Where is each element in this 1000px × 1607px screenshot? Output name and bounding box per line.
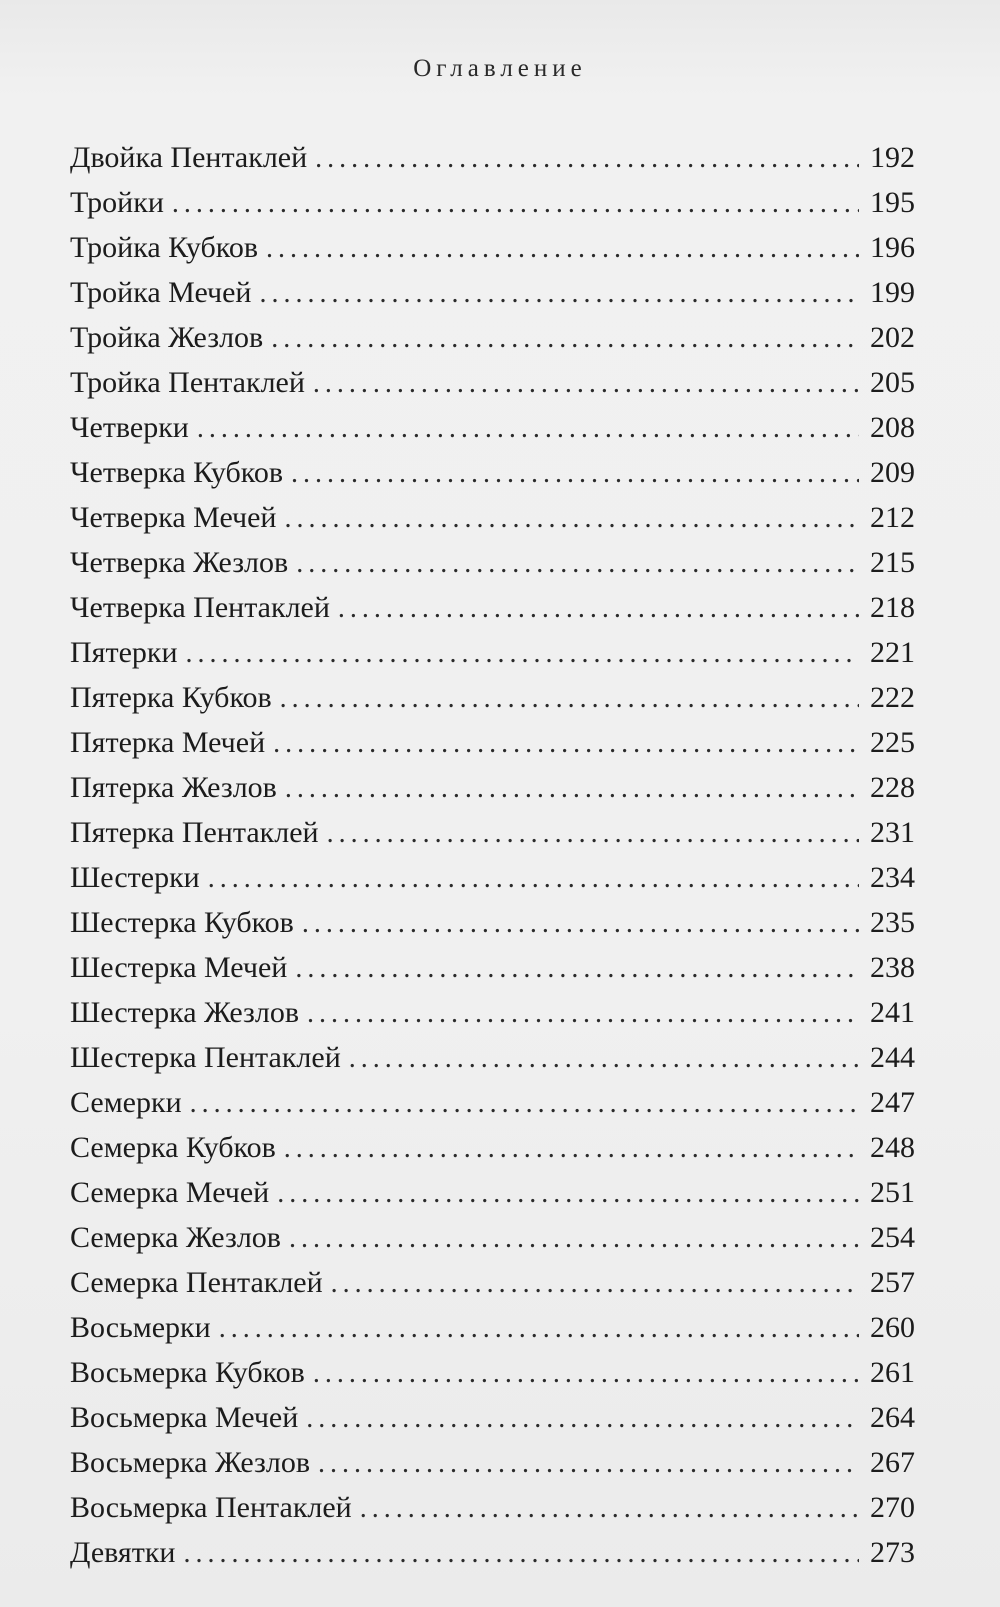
toc-entry-page-number: 247 [870,1086,915,1119]
toc-entry [70,360,915,405]
toc-entry [70,720,915,765]
toc-entry-label: Четверка Мечей [70,501,277,534]
toc-entry-label: Семерка Кубков [70,1131,276,1164]
toc-entry-page-number: 199 [870,276,915,309]
toc-entry-label: Шестерки [70,861,200,894]
toc-entry-page-number: 261 [870,1356,915,1389]
toc-entry [70,1440,915,1485]
toc-entry-label: Семерки [70,1086,182,1119]
toc-entry-page-number: 260 [870,1311,915,1344]
toc-entry-label: Пятерка Мечей [70,726,266,759]
toc-leader-dots [266,226,859,271]
toc-leader-dots [331,1261,859,1306]
toc-entry [70,675,915,720]
toc-entry-label: Девятки [70,1536,176,1569]
toc-entry-page-number: 215 [870,546,915,579]
toc-entry [70,540,915,585]
toc-leader-dots [315,136,859,181]
toc-entry-page-number: 273 [870,1536,915,1569]
toc-entry-label: Восьмерка Кубков [70,1356,305,1389]
toc-entry-page-number: 209 [870,456,915,489]
toc-entry-page-number: 208 [870,411,915,444]
toc-entry-page-number: 234 [870,861,915,894]
toc-entry [70,855,915,900]
toc-leader-dots [259,271,859,316]
toc-leader-dots [183,1531,859,1576]
toc-entry [70,1350,915,1395]
toc-leader-dots [349,1036,859,1081]
toc-entry-label: Восьмерка Пентаклей [70,1491,352,1524]
toc-entry-page-number: 267 [870,1446,915,1479]
toc-entry-label: Двойка Пентаклей [70,141,308,174]
toc-entry-page-number: 218 [870,591,915,624]
toc-entry [70,1485,915,1530]
toc-entry-label: Пятерка Кубков [70,681,272,714]
toc-leader-dots [289,1216,859,1261]
toc-entry-label: Четверка Пентаклей [70,591,330,624]
toc-entry-page-number: 244 [870,1041,915,1074]
toc-entry [70,270,915,315]
toc-leader-dots [296,541,859,586]
toc-entry-label: Пятерки [70,636,178,669]
toc-entry-label: Шестерка Жезлов [70,996,300,1029]
toc-leader-dots [313,361,859,406]
toc-leader-dots [197,406,859,451]
toc-entry-label: Шестерка Пентаклей [70,1041,341,1074]
toc-entry-label: Четверка Жезлов [70,546,289,579]
toc-entry-page-number: 235 [870,906,915,939]
toc-entry [70,450,915,495]
toc-entry-label: Тройки [70,186,164,219]
toc-entry [70,225,915,270]
toc-entry [70,1170,915,1215]
toc-entry [70,405,915,450]
toc-leader-dots [295,946,859,991]
table-of-contents [70,135,915,1575]
toc-entry-label: Четверка Кубков [70,456,284,489]
toc-entry [70,585,915,630]
toc-leader-dots [318,1441,859,1486]
toc-entry [70,630,915,675]
toc-leader-dots [291,451,859,496]
toc-entry-page-number: 196 [870,231,915,264]
toc-entry-page-number: 205 [870,366,915,399]
toc-leader-dots [186,631,859,676]
toc-entry [70,900,915,945]
toc-entry [70,180,915,225]
toc-leader-dots [338,586,859,631]
toc-entry-label: Тройка Жезлов [70,321,264,354]
toc-entry-label: Пятерка Пентаклей [70,816,319,849]
toc-entry-label: Семерка Пентаклей [70,1266,323,1299]
page-title: Оглавление [413,55,587,82]
toc-entry-page-number: 221 [870,636,915,669]
toc-leader-dots [285,766,859,811]
toc-entry-page-number: 248 [870,1131,915,1164]
toc-leader-dots [172,181,859,226]
toc-entry [70,990,915,1035]
toc-leader-dots [219,1306,859,1351]
toc-entry [70,1215,915,1260]
toc-entry [70,1395,915,1440]
toc-leader-dots [280,676,859,721]
toc-entry-label: Тройка Мечей [70,276,252,309]
toc-entry-page-number: 241 [870,996,915,1029]
toc-entry [70,315,915,360]
toc-entry-page-number: 222 [870,681,915,714]
toc-entry-label: Семерка Жезлов [70,1221,281,1254]
toc-entry-page-number: 195 [870,186,915,219]
toc-entry-page-number: 228 [870,771,915,804]
toc-entry-label: Восьмерка Мечей [70,1401,299,1434]
toc-leader-dots [313,1351,859,1396]
toc-entry-label: Пятерка Жезлов [70,771,277,804]
toc-entry-page-number: 202 [870,321,915,354]
toc-entry-label: Семерка Мечей [70,1176,270,1209]
toc-leader-dots [271,316,859,361]
toc-entry-page-number: 192 [870,141,915,174]
toc-entry-label: Восьмерки [70,1311,211,1344]
toc-entry [70,1080,915,1125]
toc-leader-dots [284,1126,859,1171]
toc-entry-label: Восьмерка Жезлов [70,1446,311,1479]
toc-entry-label: Тройка Кубков [70,231,259,264]
toc-entry-page-number: 257 [870,1266,915,1299]
toc-entry-page-number: 212 [870,501,915,534]
toc-entry-page-number: 270 [870,1491,915,1524]
toc-entry-label: Четверки [70,411,189,444]
toc-entry [70,1035,915,1080]
toc-leader-dots [190,1081,859,1126]
toc-entry [70,945,915,990]
toc-entry-page-number: 264 [870,1401,915,1434]
toc-entry [70,765,915,810]
toc-leader-dots [327,811,859,856]
toc-entry [70,495,915,540]
toc-leader-dots [277,1171,859,1216]
toc-entry-label: Шестерка Кубков [70,906,294,939]
toc-entry-page-number: 238 [870,951,915,984]
toc-entry [70,1305,915,1350]
toc-leader-dots [208,856,859,901]
toc-entry [70,1125,915,1170]
toc-entry [70,1530,915,1575]
toc-entry-label: Тройка Пентаклей [70,366,305,399]
toc-leader-dots [306,1396,859,1441]
toc-entry-page-number: 231 [870,816,915,849]
toc-entry [70,810,915,855]
toc-entry [70,1260,915,1305]
toc-entry-page-number: 225 [870,726,915,759]
toc-entry [70,135,915,180]
toc-entry-page-number: 254 [870,1221,915,1254]
toc-leader-dots [273,721,859,766]
toc-entry-page-number: 251 [870,1176,915,1209]
toc-leader-dots [302,901,859,946]
toc-entry-label: Шестерка Мечей [70,951,288,984]
toc-leader-dots [307,991,859,1036]
toc-leader-dots [360,1486,859,1531]
toc-leader-dots [284,496,859,541]
